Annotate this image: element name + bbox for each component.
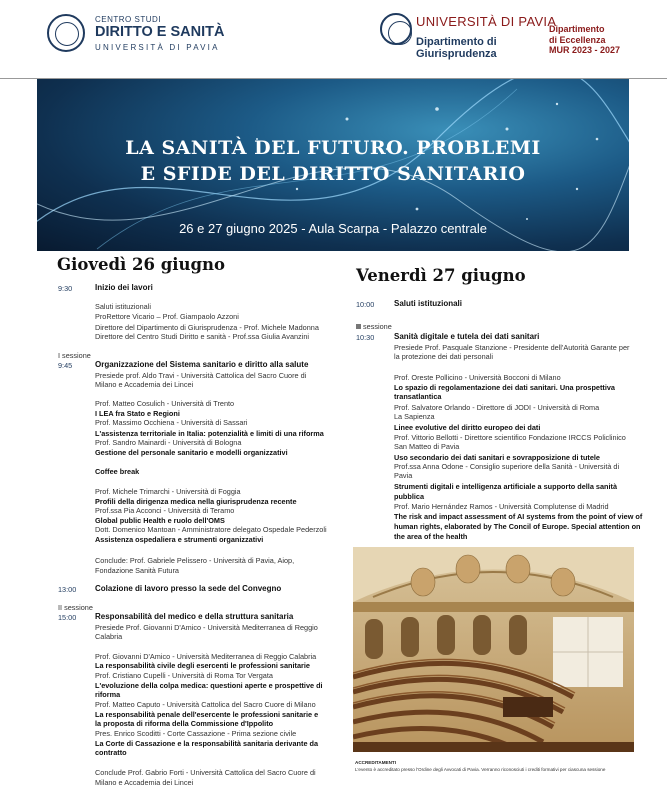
d2-d: Linee evolutive del diritto europeo dei dati (394, 423, 541, 432)
s1-p1: Presiede prof. Aldo Travi - Università Cattolica del Sacro Cuore di (95, 371, 307, 380)
s2-b: La responsabilità civile degli esercenti le professioni sanitarie (95, 661, 310, 670)
inizio-lavori: Inizio dei lavori (95, 283, 153, 292)
saluti-label: Saluti istituzionali (95, 302, 151, 311)
s2-i: Conclude Prof. Gabrio Forti - Università Cattolica del Sacro Cuore di (95, 768, 316, 777)
day1-title: Giovedì 26 giugno (57, 255, 226, 274)
s2-e: Prof. Matteo Caputo - Università Cattolica del Sacro Cuore di Milano (95, 700, 316, 709)
header (0, 0, 667, 79)
unipv-dept-line2: Giurisprudenza (416, 48, 497, 60)
exc-line1: Dipartimento (549, 24, 605, 34)
s1-m: Conclude: Prof. Gabriele Pelissero - Università di Pavia, Aiop, (95, 556, 295, 565)
s1-b: I LEA fra Stato e Regioni (95, 409, 180, 418)
sess-day2-label: sessione (363, 322, 392, 331)
d2-j1: The risk and impact assessment of AI systems from the point of view of (394, 512, 643, 521)
d2-b1: Lo spazio di regolamentazione dei dati sanitari. Una prospettiva (394, 383, 615, 392)
accreditamenti-body: L'evento è accreditato presso l'Ordine degli Avvocati di Pavia. Verranno riconosciuti i crediti formativi per ciascuna sessione (355, 767, 606, 772)
banner-title (37, 135, 629, 187)
exc-line3: MUR 2023 - 2027 (549, 45, 621, 55)
s1-n: Fondazione Sanità Futura (95, 566, 179, 575)
cs-big: DIRITTO E SANITÀ (95, 24, 225, 40)
aula-illustration (353, 547, 634, 752)
d2-e: Prof. Vittorio Bellotti - Direttore scientifico Fondazione IRCCS Policlinico (394, 433, 626, 442)
s1-d: L'assistenza territoriale in Italia: potenzialità e limiti di una riforma (95, 429, 324, 438)
session-marker-icon (356, 324, 361, 329)
saluti-line2: Direttore del Dipartimento di Giurisprudenza - Prof. Michele Madonna (95, 323, 319, 332)
s1-e: Prof. Sandro Mainardi - Università di Bologna (95, 438, 242, 447)
d2-a: Prof. Oreste Pollicino - Università Bocconi di Milano (394, 373, 561, 382)
d2-j3: the area of the health (394, 532, 468, 541)
excellence-label (549, 24, 649, 56)
d2-b2: transatlantica (394, 392, 442, 401)
s1-title: Organizzazione del Sistema sanitario e diritto alla salute (95, 360, 309, 369)
unipv-dept-line1: Dipartimento di (416, 36, 497, 48)
s2-p1: Presiede Prof. Giovanni D'Amico - Università Mediterranea di Reggio (95, 623, 318, 632)
d2-title: Sanità digitale e tutela dei dati sanitari (394, 332, 540, 341)
s2-f2: la proposta di riforma della Commissione d'Ippolito (95, 719, 274, 728)
sess-day2 (356, 322, 392, 331)
time-1300: 13:00 (58, 585, 77, 594)
s2-c: Prof. Cristiano Cupelli - Università di Roma Tor Vergata (95, 671, 273, 680)
time-1500: 15:00 (58, 613, 77, 622)
s2-title: Responsabilità del medico e della struttura sanitaria (95, 612, 294, 621)
s1-a: Prof. Matteo Cosulich - Università di Trento (95, 399, 235, 408)
d2-h2: pubblica (394, 492, 424, 501)
cs-small: CENTRO STUDI (95, 15, 161, 24)
s1-l: Assistenza ospedaliera e strumenti organizzativi (95, 535, 264, 544)
university-seal-icon (47, 14, 85, 52)
saluti-day2: Saluti istituzionali (394, 299, 463, 308)
s1-p2: Milano e Accademia dei Lincei (95, 380, 194, 389)
s2-f1: La responsabilità penale dell'esercente le professioni sanitarie e (95, 710, 319, 719)
time-930: 9:30 (58, 284, 73, 293)
accreditamenti-title: ACCREDITAMENTI (355, 760, 397, 765)
s2-h1: La Corte di Cassazione e la responsabilità sanitaria derivante da (95, 739, 319, 748)
unipv-name: UNIVERSITÀ DI PAVIA (416, 14, 557, 29)
sess2-label: II sessione (58, 603, 93, 612)
d2-g: Prof.ssa Anna Odone - Consiglio superiore della Sanità - Università di (394, 462, 620, 471)
exc-line2: di Eccellenza (549, 34, 606, 45)
s1-g: Prof. Michele Trimarchi - Università di Foggia (95, 487, 241, 496)
d2-p1: Presiede Prof. Pasquale Stanzione - Presidente dell'Autorità Garante per (394, 343, 630, 352)
s2-h2: contratto (95, 748, 127, 757)
s1-f: Gestione del personale sanitario e modelli organizzativi (95, 448, 288, 457)
d2-j2: human rights, elaborated by The Concil of Europe. Special attention on (394, 522, 641, 531)
sess1-label: I sessione (58, 351, 91, 360)
s1-k: Dott. Domenico Mantoan - Amministratore delegato Ospedale Pederzoli (95, 525, 327, 534)
d2-e2: San Matteo di Pavia (394, 442, 460, 451)
banner (37, 79, 629, 251)
s2-d1: L'evoluzione della colpa medica: questioni aperte e prospettive di (95, 681, 323, 690)
s2-a: Prof. Giovanni D'Amico - Università Mediterranea di Reggio Calabria (95, 652, 317, 661)
s2-p2: Calabria (95, 632, 123, 641)
unipv-seal-icon (380, 13, 412, 45)
s2-g: Pres. Enrico Scoditti - Corte Cassazione - Prima sezione civile (95, 729, 297, 738)
saluti-line1: ProRettore Vicario – Prof. Giampaolo Azzoni (95, 312, 239, 321)
lunch: Colazione di lavoro presso la sede del Convegno (95, 584, 282, 593)
cs-univ: UNIVERSITÀ DI PAVIA (95, 43, 220, 52)
coffee-break: Coffee break (95, 467, 140, 476)
time-1030: 10:30 (356, 333, 375, 342)
banner-title-line2: E SFIDE DEL DIRITTO SANITARIO (140, 163, 526, 185)
unipv-dept (416, 36, 526, 60)
banner-date: 26 e 27 giugno 2025 - Aula Scarpa - Palazzo centrale (179, 221, 487, 236)
d2-h1: Strumenti digitali e intelligenza artificiale a supporto della sanità (394, 482, 618, 491)
d2-c2: La Sapienza (394, 412, 435, 421)
d2-f: Uso secondario dei dati sanitari e sovrapposizione di tutele (394, 453, 600, 462)
saluti-line3: Direttore del Centro Studi Diritto e sanità - Prof.ssa Giulia Avanzini (95, 332, 310, 341)
s1-c: Prof. Massimo Occhiena - Università di Sassari (95, 418, 248, 427)
time-1000: 10:00 (356, 300, 375, 309)
d2-p2: la protezione dei dati personali (394, 352, 493, 361)
d2-i: Prof. Mario Hernández Ramos - Università Complutense di Madrid (394, 502, 609, 511)
day2-title: Venerdì 27 giugno (356, 266, 526, 285)
s1-j: Global public Health e ruolo dell'OMS (95, 516, 225, 525)
aula-scarpa-photo (353, 547, 634, 752)
d2-c: Prof. Salvatore Orlando - Direttore di JODI - Università di Roma (394, 403, 600, 412)
s1-i: Prof.ssa Pia Acconci - Università di Teramo (95, 506, 235, 515)
s2-j: Milano e Accademia dei Lincei (95, 778, 194, 787)
s1-h: Profili della dirigenza medica nella giurisprudenza recente (95, 497, 297, 506)
d2-g2: Pavia (394, 471, 413, 480)
time-945: 9:45 (58, 361, 73, 370)
s2-d2: riforma (95, 690, 121, 699)
banner-title-line1: LA SANITÀ DEL FUTURO. PROBLEMI (125, 137, 541, 159)
